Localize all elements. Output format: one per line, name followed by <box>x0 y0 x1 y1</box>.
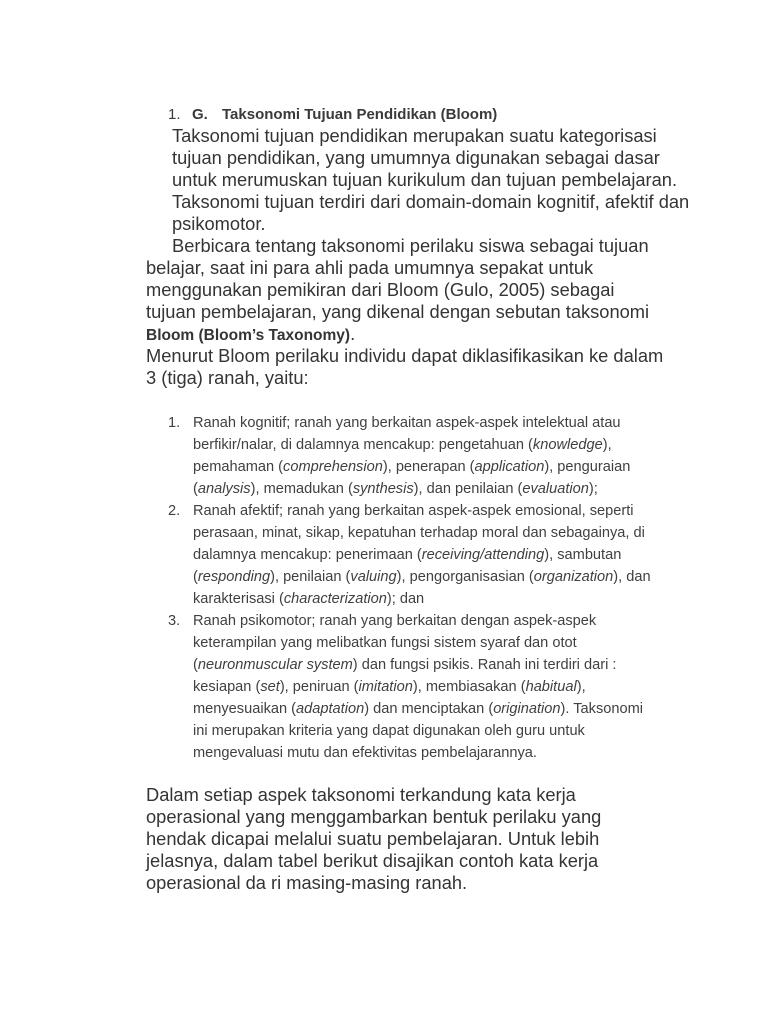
list-text: ), sambutan ( <box>193 547 622 585</box>
list-item-cognitive <box>168 412 658 500</box>
term-analysis: analysis <box>197 481 251 497</box>
list-text: Ranah psikomotor; ranah yang berkaitan dengan aspek-aspek keterampilan yang melibatkan fungsi sistem syaraf dan otot ( <box>193 613 597 673</box>
heading-number: 1. <box>168 106 181 123</box>
term-imitation: imitation <box>358 679 413 695</box>
list-text: ), penerapan ( <box>382 459 475 475</box>
list-text: ), penguraian ( <box>193 459 631 497</box>
list-text: ), memadukan ( <box>250 481 353 497</box>
term-adaptation: adaptation <box>296 701 365 717</box>
term-origination: origination <box>493 701 561 717</box>
term-set: set <box>260 679 280 695</box>
list-text: ) dan fungsi psikis. Ranah ini terdiri dari : kesiapan ( <box>193 657 617 695</box>
term-habitual: habitual <box>525 679 577 695</box>
list-text: ); <box>588 481 598 497</box>
section-heading <box>168 106 497 123</box>
term-comprehension: comprehension <box>283 459 383 475</box>
list-text: ), pemahaman ( <box>193 437 612 475</box>
list-number: 2. <box>168 503 181 519</box>
list-text: ), menyesuaikan ( <box>193 679 586 717</box>
paragraph-bloom-intro <box>146 235 666 347</box>
paragraph-taxonomy-definition: Taksonomi tujuan pendidikan merupakan suatu kategorisasi tujuan pendidikan, yang umumnya digunakan sebagai dasar untuk merumuskan tujuan kurikulum dan tujuan pembelajaran. Taksonomi tujuan terdiri dari domain-domain kognitif, afektif dan psikomotor. <box>172 125 690 234</box>
term-valuing: valuing <box>350 569 397 585</box>
term-application: application <box>474 459 545 475</box>
term-knowledge: knowledge <box>532 437 603 453</box>
list-text: Ranah afektif; ranah yang berkaitan aspek-aspek emosional, seperti perasaan, minat, sikap, kepatuhan terhadap moral dan sebagainya, di dalamnya mencakup: penerimaan ( <box>193 503 645 563</box>
list-text: ), peniruan ( <box>279 679 359 695</box>
list-item-psychomotor <box>168 610 658 764</box>
paragraph-bloom-text: Berbicara tentang taksonomi perilaku siswa sebagai tujuan belajar, saat ini para ahli pada umumnya sepakat untuk menggunakan pemikiran dari Bloom (Gulo, 2005) sebagai tujuan pembelajaran, yang dikenal dengan sebutan taksonomi <box>146 235 650 322</box>
list-text: ); dan <box>386 591 425 607</box>
term-evaluation: evaluation <box>522 481 589 497</box>
list-number: 1. <box>168 415 181 431</box>
list-text: ). Taksonomi ini merupakan kriteria yang dapat digunakan oleh guru untuk mengevaluasi mutu dan efektivitas pembelajarannya. <box>193 701 643 761</box>
domain-list <box>168 412 658 764</box>
list-text: ) dan menciptakan ( <box>364 701 494 717</box>
list-text: ), pengorganisasian ( <box>396 569 534 585</box>
paragraph-operational-verbs: Dalam setiap aspek taksonomi terkandung kata kerja operasional yang menggambarkan bentuk perilaku yang hendak dicapai melalui suatu pembelajaran. Untuk lebih jelasnya, dalam tabel berikut disajikan contoh kata kerja operasional da ri masing-masing ranah. <box>146 784 602 893</box>
list-item-affective <box>168 500 658 610</box>
paragraph-three-domains: Menurut Bloom perilaku individu dapat diklasifikasikan ke dalam 3 (tiga) ranah, yaitu: <box>146 345 664 388</box>
list-number: 3. <box>168 613 181 629</box>
heading-title: Taksonomi Tujuan Pendidikan (Bloom) <box>222 106 498 123</box>
bloom-taxonomy-term: Bloom (Bloom’s Taxonomy) <box>146 327 351 344</box>
term-characterization: characterization <box>283 591 387 607</box>
paragraph-bloom-end: . <box>350 323 356 344</box>
list-text: ), dan penilaian ( <box>413 481 523 497</box>
list-text: ), penilaian ( <box>270 569 351 585</box>
list-text: ), membiasakan ( <box>412 679 526 695</box>
term-synthesis: synthesis <box>352 481 414 497</box>
term-organization: organization <box>533 569 614 585</box>
heading-letter: G. <box>192 106 208 123</box>
term-neuromuscular: neuronmuscular system <box>197 657 353 673</box>
term-receiving: receiving/attending <box>421 547 545 563</box>
list-text: ), dan karakterisasi ( <box>193 569 651 607</box>
term-responding: responding <box>197 569 271 585</box>
list-text: Ranah kognitif; ranah yang berkaitan aspek-aspek intelektual atau berfikir/nalar, di dalamnya mencakup: pengetahuan ( <box>193 415 621 453</box>
